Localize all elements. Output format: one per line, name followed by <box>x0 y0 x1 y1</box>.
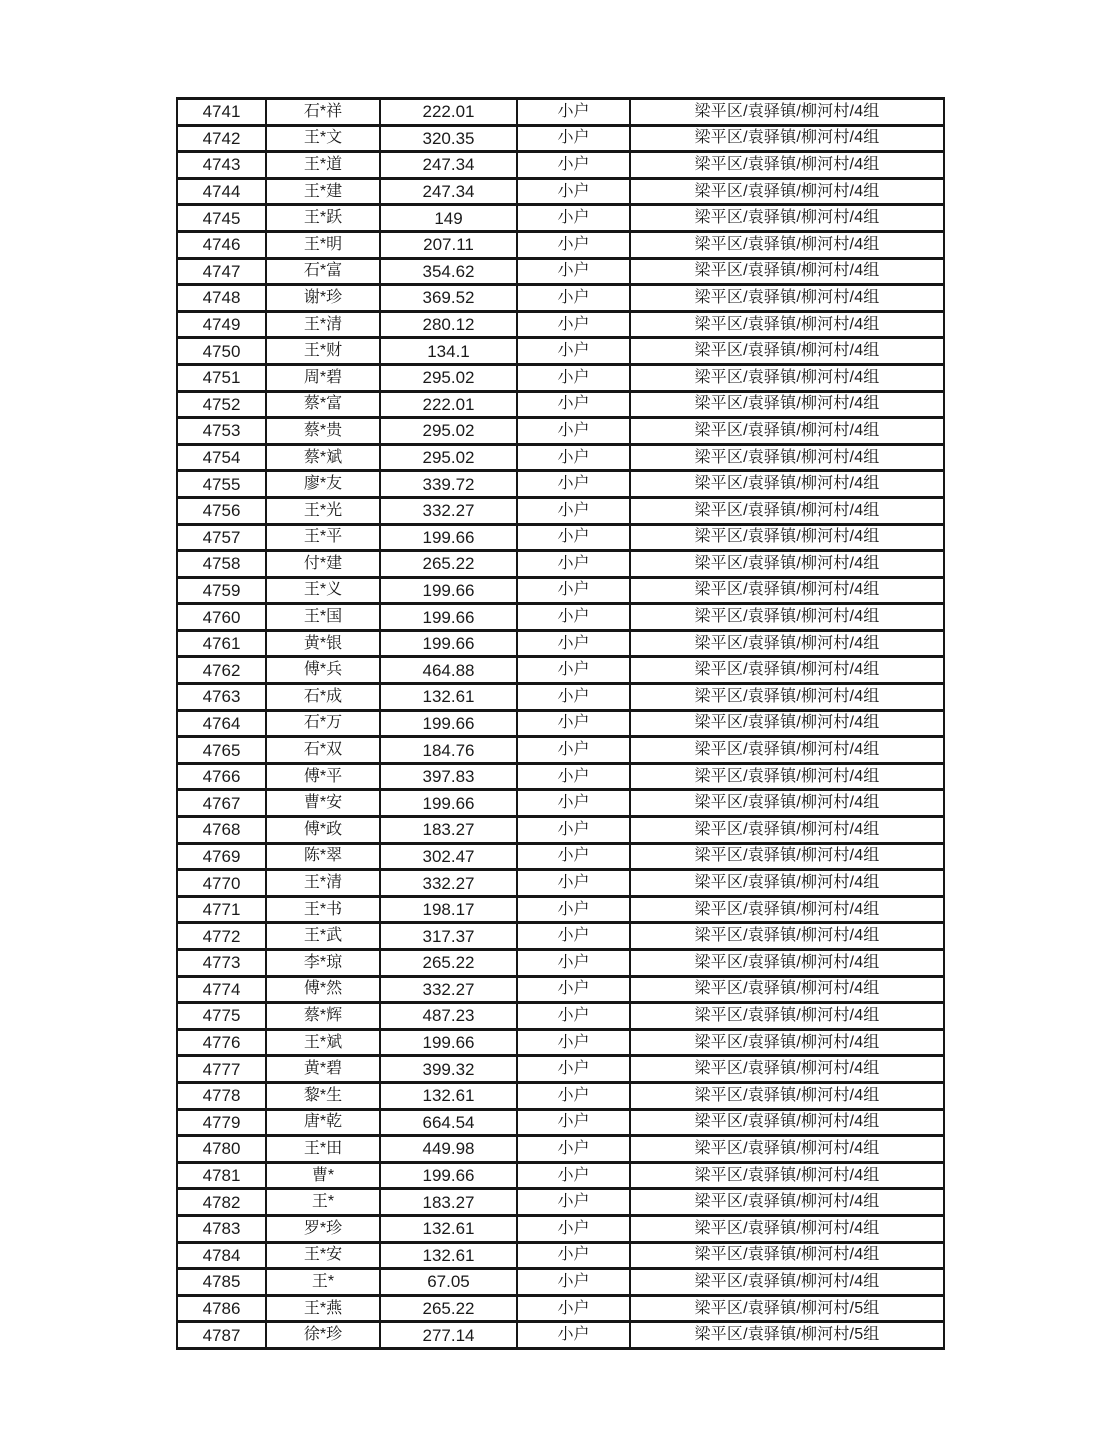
cell-type: 小户 <box>517 817 630 844</box>
cell-name: 罗*珍 <box>266 1215 380 1242</box>
cell-type: 小户 <box>517 1295 630 1322</box>
cell-id: 4778 <box>177 1082 266 1109</box>
table-row <box>177 1162 944 1189</box>
cell-name: 廖*友 <box>266 471 380 498</box>
cell-name: 石*万 <box>266 710 380 737</box>
table-row <box>177 1082 944 1109</box>
cell-location: 梁平区/袁驿镇/柳河村/4组 <box>630 1056 944 1083</box>
cell-type: 小户 <box>517 630 630 657</box>
cell-type: 小户 <box>517 205 630 232</box>
table-row <box>177 790 944 817</box>
cell-id: 4756 <box>177 497 266 524</box>
cell-id: 4751 <box>177 364 266 391</box>
cell-name: 傅*然 <box>266 976 380 1003</box>
cell-name: 王*义 <box>266 577 380 604</box>
cell-location: 梁平区/袁驿镇/柳河村/4组 <box>630 152 944 179</box>
cell-location: 梁平区/袁驿镇/柳河村/4组 <box>630 896 944 923</box>
cell-amount: 449.98 <box>380 1136 517 1163</box>
table-row <box>177 1029 944 1056</box>
table-row <box>177 843 944 870</box>
cell-amount: 132.61 <box>380 684 517 711</box>
cell-amount: 320.35 <box>380 125 517 152</box>
cell-location: 梁平区/袁驿镇/柳河村/4组 <box>630 524 944 551</box>
cell-id: 4770 <box>177 870 266 897</box>
cell-name: 王*财 <box>266 338 380 365</box>
cell-id: 4755 <box>177 471 266 498</box>
cell-id: 4761 <box>177 630 266 657</box>
cell-location: 梁平区/袁驿镇/柳河村/4组 <box>630 1109 944 1136</box>
cell-amount: 222.01 <box>380 391 517 418</box>
table-row <box>177 1136 944 1163</box>
cell-location: 梁平区/袁驿镇/柳河村/4组 <box>630 391 944 418</box>
cell-amount: 199.66 <box>380 604 517 631</box>
table-row <box>177 630 944 657</box>
table-row <box>177 950 944 977</box>
cell-amount: 295.02 <box>380 364 517 391</box>
cell-name: 曹* <box>266 1162 380 1189</box>
table-row <box>177 152 944 179</box>
table-row <box>177 710 944 737</box>
cell-name: 王*光 <box>266 497 380 524</box>
table-row <box>177 258 944 285</box>
cell-type: 小户 <box>517 231 630 258</box>
table-row <box>177 524 944 551</box>
cell-location: 梁平区/袁驿镇/柳河村/4组 <box>630 1003 944 1030</box>
cell-amount: 183.27 <box>380 817 517 844</box>
table-row <box>177 896 944 923</box>
cell-location: 梁平区/袁驿镇/柳河村/4组 <box>630 497 944 524</box>
cell-location: 梁平区/袁驿镇/柳河村/4组 <box>630 125 944 152</box>
cell-amount: 132.61 <box>380 1242 517 1269</box>
cell-id: 4783 <box>177 1215 266 1242</box>
cell-type: 小户 <box>517 1242 630 1269</box>
cell-id: 4775 <box>177 1003 266 1030</box>
cell-id: 4753 <box>177 418 266 445</box>
cell-name: 黎*生 <box>266 1082 380 1109</box>
cell-name: 王*道 <box>266 152 380 179</box>
cell-name: 王*燕 <box>266 1295 380 1322</box>
beneficiary-table <box>176 97 945 1350</box>
cell-name: 王*武 <box>266 923 380 950</box>
cell-location: 梁平区/袁驿镇/柳河村/4组 <box>630 285 944 312</box>
cell-id: 4784 <box>177 1242 266 1269</box>
cell-location: 梁平区/袁驿镇/柳河村/4组 <box>630 178 944 205</box>
cell-location: 梁平区/袁驿镇/柳河村/4组 <box>630 817 944 844</box>
cell-type: 小户 <box>517 178 630 205</box>
cell-location: 梁平区/袁驿镇/柳河村/4组 <box>630 205 944 232</box>
cell-name: 王*跃 <box>266 205 380 232</box>
cell-type: 小户 <box>517 1136 630 1163</box>
cell-amount: 183.27 <box>380 1189 517 1216</box>
cell-id: 4754 <box>177 444 266 471</box>
cell-name: 王*田 <box>266 1136 380 1163</box>
cell-amount: 265.22 <box>380 1295 517 1322</box>
cell-name: 蔡*辉 <box>266 1003 380 1030</box>
cell-location: 梁平区/袁驿镇/柳河村/4组 <box>630 737 944 764</box>
cell-amount: 199.66 <box>380 524 517 551</box>
cell-location: 梁平区/袁驿镇/柳河村/4组 <box>630 311 944 338</box>
cell-amount: 247.34 <box>380 178 517 205</box>
table-row <box>177 604 944 631</box>
cell-name: 徐*珍 <box>266 1322 380 1349</box>
table-row <box>177 205 944 232</box>
cell-type: 小户 <box>517 1082 630 1109</box>
cell-name: 傅*政 <box>266 817 380 844</box>
cell-id: 4757 <box>177 524 266 551</box>
table-row <box>177 285 944 312</box>
cell-type: 小户 <box>517 1162 630 1189</box>
cell-amount: 207.11 <box>380 231 517 258</box>
cell-id: 4765 <box>177 737 266 764</box>
cell-id: 4780 <box>177 1136 266 1163</box>
cell-name: 王*安 <box>266 1242 380 1269</box>
table-row <box>177 1322 944 1349</box>
cell-name: 石*祥 <box>266 99 380 126</box>
cell-type: 小户 <box>517 418 630 445</box>
cell-type: 小户 <box>517 737 630 764</box>
cell-id: 4776 <box>177 1029 266 1056</box>
cell-amount: 277.14 <box>380 1322 517 1349</box>
cell-name: 王* <box>266 1189 380 1216</box>
cell-location: 梁平区/袁驿镇/柳河村/4组 <box>630 577 944 604</box>
table-row <box>177 364 944 391</box>
cell-amount: 199.66 <box>380 1162 517 1189</box>
cell-type: 小户 <box>517 870 630 897</box>
cell-name: 付*建 <box>266 551 380 578</box>
cell-id: 4781 <box>177 1162 266 1189</box>
cell-name: 石*成 <box>266 684 380 711</box>
cell-type: 小户 <box>517 684 630 711</box>
cell-type: 小户 <box>517 657 630 684</box>
cell-location: 梁平区/袁驿镇/柳河村/4组 <box>630 790 944 817</box>
cell-name: 傅*平 <box>266 763 380 790</box>
cell-id: 4773 <box>177 950 266 977</box>
table-row <box>177 737 944 764</box>
cell-amount: 199.66 <box>380 710 517 737</box>
cell-name: 王*清 <box>266 311 380 338</box>
cell-name: 王*平 <box>266 524 380 551</box>
cell-location: 梁平区/袁驿镇/柳河村/4组 <box>630 1136 944 1163</box>
cell-type: 小户 <box>517 99 630 126</box>
cell-type: 小户 <box>517 1215 630 1242</box>
cell-location: 梁平区/袁驿镇/柳河村/4组 <box>630 444 944 471</box>
cell-amount: 184.76 <box>380 737 517 764</box>
cell-id: 4771 <box>177 896 266 923</box>
cell-name: 傅*兵 <box>266 657 380 684</box>
cell-amount: 295.02 <box>380 444 517 471</box>
cell-name: 谢*珍 <box>266 285 380 312</box>
cell-id: 4766 <box>177 763 266 790</box>
cell-type: 小户 <box>517 950 630 977</box>
cell-amount: 67.05 <box>380 1269 517 1296</box>
cell-name: 黄*银 <box>266 630 380 657</box>
cell-type: 小户 <box>517 497 630 524</box>
cell-name: 王*清 <box>266 870 380 897</box>
cell-name: 李*琼 <box>266 950 380 977</box>
cell-id: 4769 <box>177 843 266 870</box>
cell-amount: 399.32 <box>380 1056 517 1083</box>
cell-type: 小户 <box>517 1029 630 1056</box>
cell-amount: 464.88 <box>380 657 517 684</box>
cell-location: 梁平区/袁驿镇/柳河村/4组 <box>630 231 944 258</box>
cell-id: 4764 <box>177 710 266 737</box>
cell-location: 梁平区/袁驿镇/柳河村/4组 <box>630 471 944 498</box>
cell-id: 4741 <box>177 99 266 126</box>
table-body <box>177 99 944 1349</box>
cell-location: 梁平区/袁驿镇/柳河村/4组 <box>630 418 944 445</box>
table-row <box>177 1189 944 1216</box>
cell-amount: 354.62 <box>380 258 517 285</box>
cell-type: 小户 <box>517 1056 630 1083</box>
cell-location: 梁平区/袁驿镇/柳河村/4组 <box>630 657 944 684</box>
cell-id: 4750 <box>177 338 266 365</box>
cell-id: 4746 <box>177 231 266 258</box>
table-row <box>177 763 944 790</box>
cell-id: 4774 <box>177 976 266 1003</box>
cell-id: 4782 <box>177 1189 266 1216</box>
cell-type: 小户 <box>517 1003 630 1030</box>
cell-type: 小户 <box>517 551 630 578</box>
cell-name: 蔡*富 <box>266 391 380 418</box>
cell-amount: 339.72 <box>380 471 517 498</box>
cell-location: 梁平区/袁驿镇/柳河村/4组 <box>630 710 944 737</box>
table-row <box>177 870 944 897</box>
cell-type: 小户 <box>517 923 630 950</box>
cell-id: 4760 <box>177 604 266 631</box>
cell-location: 梁平区/袁驿镇/柳河村/4组 <box>630 258 944 285</box>
cell-amount: 369.52 <box>380 285 517 312</box>
cell-location: 梁平区/袁驿镇/柳河村/5组 <box>630 1295 944 1322</box>
cell-type: 小户 <box>517 125 630 152</box>
table-row <box>177 976 944 1003</box>
cell-amount: 302.47 <box>380 843 517 870</box>
cell-amount: 222.01 <box>380 99 517 126</box>
table-row <box>177 1269 944 1296</box>
cell-type: 小户 <box>517 976 630 1003</box>
cell-name: 王*国 <box>266 604 380 631</box>
cell-type: 小户 <box>517 444 630 471</box>
cell-amount: 247.34 <box>380 152 517 179</box>
table-row <box>177 1242 944 1269</box>
cell-id: 4786 <box>177 1295 266 1322</box>
cell-name: 周*碧 <box>266 364 380 391</box>
table-row <box>177 99 944 126</box>
cell-id: 4777 <box>177 1056 266 1083</box>
cell-id: 4749 <box>177 311 266 338</box>
cell-type: 小户 <box>517 391 630 418</box>
cell-id: 4767 <box>177 790 266 817</box>
cell-name: 曹*安 <box>266 790 380 817</box>
cell-amount: 265.22 <box>380 551 517 578</box>
table-row <box>177 1056 944 1083</box>
table-row <box>177 471 944 498</box>
cell-location: 梁平区/袁驿镇/柳河村/4组 <box>630 630 944 657</box>
cell-type: 小户 <box>517 258 630 285</box>
cell-location: 梁平区/袁驿镇/柳河村/4组 <box>630 1029 944 1056</box>
cell-name: 王*文 <box>266 125 380 152</box>
table-row <box>177 497 944 524</box>
cell-name: 王*斌 <box>266 1029 380 1056</box>
cell-type: 小户 <box>517 1109 630 1136</box>
cell-amount: 199.66 <box>380 1029 517 1056</box>
cell-id: 4779 <box>177 1109 266 1136</box>
cell-type: 小户 <box>517 1189 630 1216</box>
cell-amount: 332.27 <box>380 870 517 897</box>
cell-location: 梁平区/袁驿镇/柳河村/4组 <box>630 976 944 1003</box>
cell-amount: 664.54 <box>380 1109 517 1136</box>
cell-name: 唐*乾 <box>266 1109 380 1136</box>
cell-location: 梁平区/袁驿镇/柳河村/4组 <box>630 870 944 897</box>
cell-amount: 199.66 <box>380 630 517 657</box>
cell-id: 4759 <box>177 577 266 604</box>
cell-id: 4768 <box>177 817 266 844</box>
cell-name: 蔡*斌 <box>266 444 380 471</box>
cell-type: 小户 <box>517 471 630 498</box>
table-row <box>177 231 944 258</box>
cell-amount: 199.66 <box>380 577 517 604</box>
cell-type: 小户 <box>517 763 630 790</box>
cell-id: 4763 <box>177 684 266 711</box>
cell-id: 4762 <box>177 657 266 684</box>
table-row <box>177 551 944 578</box>
cell-amount: 132.61 <box>380 1082 517 1109</box>
table-row <box>177 1215 944 1242</box>
cell-amount: 317.37 <box>380 923 517 950</box>
data-table-container <box>176 97 945 1350</box>
cell-id: 4742 <box>177 125 266 152</box>
cell-type: 小户 <box>517 364 630 391</box>
cell-id: 4744 <box>177 178 266 205</box>
cell-location: 梁平区/袁驿镇/柳河村/4组 <box>630 1242 944 1269</box>
cell-id: 4787 <box>177 1322 266 1349</box>
table-row <box>177 391 944 418</box>
cell-location: 梁平区/袁驿镇/柳河村/4组 <box>630 950 944 977</box>
cell-amount: 134.1 <box>380 338 517 365</box>
cell-type: 小户 <box>517 843 630 870</box>
cell-location: 梁平区/袁驿镇/柳河村/4组 <box>630 99 944 126</box>
table-row <box>177 418 944 445</box>
table-row <box>177 1295 944 1322</box>
cell-location: 梁平区/袁驿镇/柳河村/4组 <box>630 338 944 365</box>
table-row <box>177 338 944 365</box>
cell-name: 王*建 <box>266 178 380 205</box>
cell-type: 小户 <box>517 285 630 312</box>
table-row <box>177 923 944 950</box>
table-row <box>177 657 944 684</box>
table-row <box>177 444 944 471</box>
cell-type: 小户 <box>517 710 630 737</box>
cell-location: 梁平区/袁驿镇/柳河村/4组 <box>630 1082 944 1109</box>
cell-location: 梁平区/袁驿镇/柳河村/4组 <box>630 551 944 578</box>
cell-location: 梁平区/袁驿镇/柳河村/4组 <box>630 763 944 790</box>
cell-name: 石*双 <box>266 737 380 764</box>
cell-name: 王*书 <box>266 896 380 923</box>
cell-type: 小户 <box>517 1322 630 1349</box>
table-row <box>177 1109 944 1136</box>
cell-amount: 198.17 <box>380 896 517 923</box>
cell-id: 4752 <box>177 391 266 418</box>
cell-amount: 332.27 <box>380 497 517 524</box>
table-row <box>177 311 944 338</box>
cell-type: 小户 <box>517 524 630 551</box>
table-row <box>177 178 944 205</box>
cell-type: 小户 <box>517 604 630 631</box>
cell-location: 梁平区/袁驿镇/柳河村/4组 <box>630 1162 944 1189</box>
cell-id: 4772 <box>177 923 266 950</box>
cell-type: 小户 <box>517 790 630 817</box>
cell-location: 梁平区/袁驿镇/柳河村/4组 <box>630 843 944 870</box>
cell-name: 黄*碧 <box>266 1056 380 1083</box>
cell-name: 王*明 <box>266 231 380 258</box>
cell-location: 梁平区/袁驿镇/柳河村/4组 <box>630 364 944 391</box>
cell-name: 王* <box>266 1269 380 1296</box>
cell-amount: 397.83 <box>380 763 517 790</box>
cell-location: 梁平区/袁驿镇/柳河村/4组 <box>630 1215 944 1242</box>
cell-type: 小户 <box>517 577 630 604</box>
cell-type: 小户 <box>517 338 630 365</box>
table-row <box>177 684 944 711</box>
cell-id: 4758 <box>177 551 266 578</box>
cell-id: 4747 <box>177 258 266 285</box>
cell-location: 梁平区/袁驿镇/柳河村/5组 <box>630 1322 944 1349</box>
cell-id: 4748 <box>177 285 266 312</box>
cell-amount: 149 <box>380 205 517 232</box>
cell-id: 4785 <box>177 1269 266 1296</box>
cell-amount: 199.66 <box>380 790 517 817</box>
cell-type: 小户 <box>517 1269 630 1296</box>
cell-location: 梁平区/袁驿镇/柳河村/4组 <box>630 1189 944 1216</box>
cell-amount: 332.27 <box>380 976 517 1003</box>
cell-amount: 265.22 <box>380 950 517 977</box>
cell-type: 小户 <box>517 896 630 923</box>
table-row <box>177 577 944 604</box>
table-row <box>177 125 944 152</box>
table-row <box>177 1003 944 1030</box>
cell-name: 陈*翠 <box>266 843 380 870</box>
cell-name: 蔡*贵 <box>266 418 380 445</box>
table-row <box>177 817 944 844</box>
cell-location: 梁平区/袁驿镇/柳河村/4组 <box>630 604 944 631</box>
cell-type: 小户 <box>517 311 630 338</box>
cell-amount: 280.12 <box>380 311 517 338</box>
cell-id: 4745 <box>177 205 266 232</box>
cell-type: 小户 <box>517 152 630 179</box>
cell-amount: 132.61 <box>380 1215 517 1242</box>
cell-name: 石*富 <box>266 258 380 285</box>
cell-amount: 295.02 <box>380 418 517 445</box>
cell-location: 梁平区/袁驿镇/柳河村/4组 <box>630 923 944 950</box>
cell-id: 4743 <box>177 152 266 179</box>
cell-location: 梁平区/袁驿镇/柳河村/4组 <box>630 684 944 711</box>
cell-location: 梁平区/袁驿镇/柳河村/4组 <box>630 1269 944 1296</box>
cell-amount: 487.23 <box>380 1003 517 1030</box>
